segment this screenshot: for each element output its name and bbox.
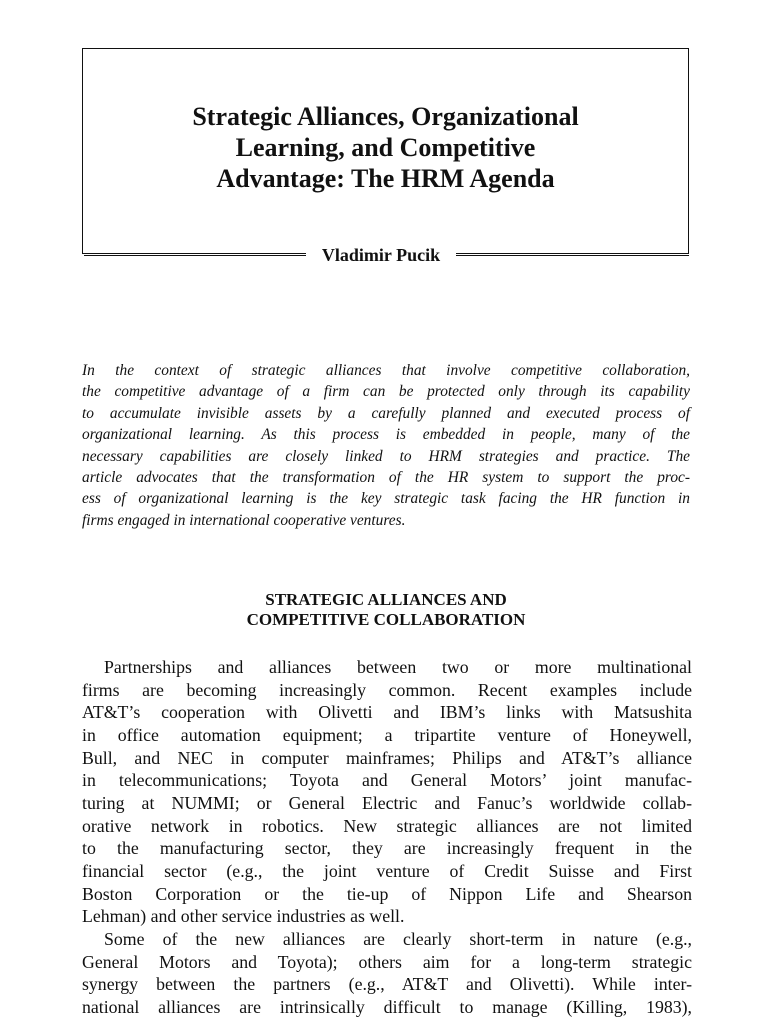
body-line: Lehman) and other service industries as well. [82, 906, 405, 927]
body-line: Bull, and NEC in computer mainframes; Philips and AT&T’s alliance [82, 747, 692, 768]
body-line: turing at NUMMI; or General Electric and Fanuc’s worldwide collab- [82, 792, 692, 813]
body-line: national alliances are intrinsically difficult to manage (Killing, 1983), [82, 996, 692, 1017]
section-heading [82, 590, 690, 630]
article-title [83, 101, 688, 194]
title-box [82, 48, 689, 254]
author-name: Vladimir Pucik [306, 243, 456, 267]
body-line: General Motors and Toyota); others aim for a long-term strategic [82, 951, 692, 972]
abstract-line: organizational learning. As this process is embedded in people, many of the [82, 426, 690, 444]
abstract-line: article advocates that the transformation of the HR system to support the proc- [82, 469, 690, 487]
abstract-line: to accumulate invisible assets by a carefully planned and executed process of [82, 404, 690, 422]
body-text [82, 656, 692, 1019]
section-heading-line: STRATEGIC ALLIANCES AND [265, 590, 507, 609]
body-line: orative network in robotics. New strategic alliances are not limited [82, 815, 692, 836]
author-rule-right [456, 255, 689, 256]
body-line: financial sector (e.g., the joint venture of Credit Suisse and First [82, 860, 692, 881]
author-row [84, 243, 689, 267]
body-line: Boston Corporation or the tie-up of Nippon Life and Shearson [82, 883, 692, 904]
abstract [82, 360, 690, 531]
abstract-line: firms engaged in international cooperative ventures. [82, 511, 406, 529]
body-line: firms are becoming increasingly common. Recent examples include [82, 679, 692, 700]
section-heading-line: COMPETITIVE COLLABORATION [246, 610, 526, 629]
body-line: in telecommunications; Toyota and General Motors’ joint manufac- [82, 770, 692, 791]
abstract-line: In the context of strategic alliances that involve competitive collaboration, [82, 362, 690, 379]
body-line: synergy between the partners (e.g., AT&T and Olivetti). While inter- [82, 974, 692, 995]
title-line: Advantage: The HRM Agenda [216, 164, 555, 193]
abstract-line: necessary capabilities are closely linked to HRM strategies and practice. The [82, 447, 690, 465]
body-line: Partnerships and alliances between two or more multinational [104, 657, 692, 677]
body-line: AT&T’s cooperation with Olivetti and IBM’s links with Matsushita [82, 702, 692, 723]
body-line: Some of the new alliances are clearly short-term in nature (e.g., [104, 928, 692, 949]
abstract-line: ess of organizational learning is the key strategic task facing the HR function in [82, 490, 690, 508]
author-rule-left [84, 255, 306, 256]
body-line: in office automation equipment; a tripartite venture of Honeywell, [82, 724, 692, 745]
title-line: Strategic Alliances, Organizational [192, 102, 579, 131]
body-line: to the manufacturing sector, they are increasingly frequent in the [82, 838, 692, 859]
abstract-line: the competitive advantage of a firm can be protected only through its capability [82, 383, 690, 401]
title-line: Learning, and Competitive [235, 133, 536, 162]
